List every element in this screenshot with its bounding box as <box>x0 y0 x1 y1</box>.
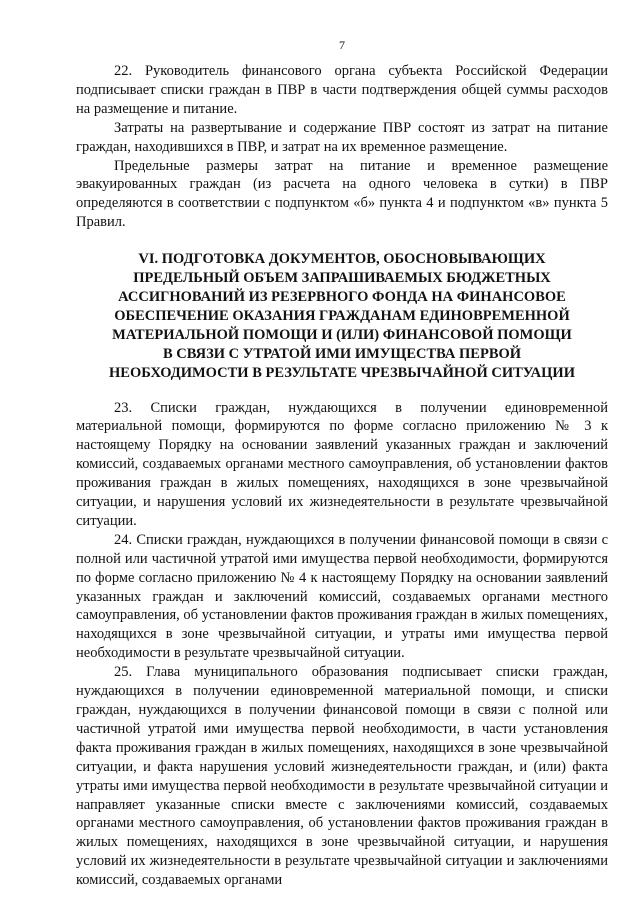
section-heading <box>76 250 608 382</box>
heading-line: ПРЕДЕЛЬНЫЙ ОБЪЕМ ЗАПРАШИВАЕМЫХ БЮДЖЕТНЫХ <box>133 270 551 287</box>
paragraph-23: 23. Списки граждан, нуждающихся в получении единовременной материальной помощи, формируются по форме согласно приложению № 3 к настоящему Порядку на основании заявлений указанных граждан и заключений комиссий, создаваемых органами местного самоуправления, об установлении фактов проживания граждан в жилых помещениях, находящихся в зоне чрезвычайной ситуации, и нарушения условий их жизнедеятельности в результате чрезвычайной ситуации. <box>76 399 608 529</box>
heading-line: МАТЕРИАЛЬНОЙ ПОМОЩИ И (ИЛИ) ФИНАНСОВОЙ ПОМОЩИ <box>112 326 572 343</box>
heading-line: В СВЯЗИ С УТРАТОЙ ИМИ ИМУЩЕСТВА ПЕРВОЙ <box>162 345 522 362</box>
paragraph-25: 25. Глава муниципального образования подписывает списки граждан, нуждающихся в получении единовременной материальной помощи, и списки граждан, нуждающихся в получении финансовой помощи в связи с полной или частичной утратой ими имущества первой необходимости, в части установления факта проживания граждан в жилых помещениях, находящихся в зоне чрезвычайной ситуации, и факта нарушения условий жизнедеятельности граждан, и (или) факта утраты ими имущества первой необходимости в результате чрезвычайной ситуации и направляет указанные списки вместе с заключениями комиссий, создаваемых органами местного самоуправления, об установлении фактов проживания граждан в жилых помещениях, находящихся в зоне чрезвычайной ситуации, и нарушения условий их жизнедеятельности в результате чрезвычайной ситуации и заключениями комиссий, создаваемых органами <box>76 664 608 889</box>
paragraph-cost-limits: Предельные размеры затрат на питание и временное размещение эвакуированных граждан (из расчета на одного человека в сутки) в ПВР определяются в соответствии с подпунктом «б» пункта 4 и подпунктом «в» пункта 5 Правил. <box>76 157 608 231</box>
paragraph-pvr-costs: Затраты на развертывание и содержание ПВР состоят из затрат на питание граждан, находившихся в ПВР, и затрат на их временное размещение. <box>76 119 608 155</box>
paragraph-22: 22. Руководитель финансового органа субъекта Российской Федерации подписывает списки граждан в ПВР в части подтверждения общей суммы расходов на размещение и питание. <box>76 63 608 117</box>
heading-line: АССИГНОВАНИЙ ИЗ РЕЗЕРВНОГО ФОНДА НА ФИНАНСОВОЕ <box>118 288 566 305</box>
heading-line: ОБЕСПЕЧЕНИЕ ОКАЗАНИЯ ГРАЖДАНАМ ЕДИНОВРЕМЕННОЙ <box>114 307 570 324</box>
heading-line: VI. ПОДГОТОВКА ДОКУМЕНТОВ, ОБОСНОВЫВАЮЩИХ <box>138 251 546 268</box>
paragraph-24: 24. Списки граждан, нуждающихся в получении финансовой помощи в связи с полной или частичной утратой ими имущества первой необходимости, формируются по форме согласно приложению № 4 к настоящему Порядку на основании заявлений указанных граждан и заключений комиссий, создаваемых органами местного самоуправления, об установлении фактов проживания граждан в жилых помещениях, находящихся в зоне чрезвычайной ситуации, и утраты ими имущества первой необходимости в результате чрезвычайной ситуации. <box>76 531 608 662</box>
document-page <box>76 38 608 890</box>
heading-line: НЕОБХОДИМОСТИ В РЕЗУЛЬТАТЕ ЧРЕЗВЫЧАЙНОЙ СИТУАЦИИ <box>109 364 575 381</box>
page-number: 7 <box>339 38 345 52</box>
